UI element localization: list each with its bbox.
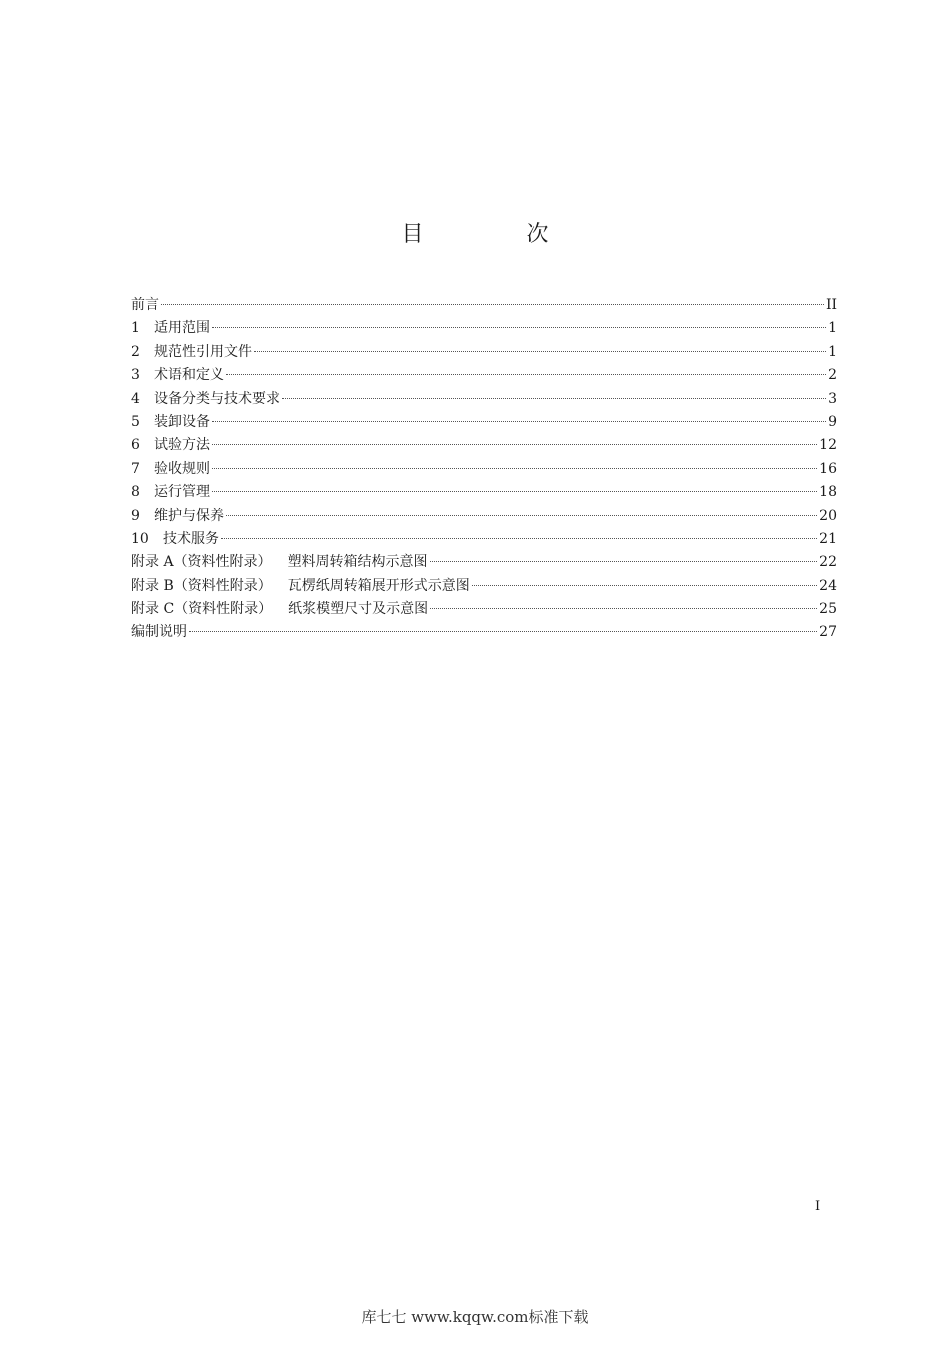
toc-entry-title — [131, 551, 428, 574]
toc-entry-number: 1 — [131, 320, 140, 337]
toc-entry-number: 2 — [131, 343, 140, 360]
toc-entry-page: 18 — [819, 484, 837, 501]
toc-entry-page: II — [825, 297, 837, 313]
toc-entry-6[interactable] — [131, 434, 837, 457]
toc-entry-number: 6 — [131, 437, 140, 454]
toc-entry-9[interactable] — [131, 505, 837, 528]
toc-entry-number: 4 — [131, 390, 140, 407]
toc-entry-number: 7 — [131, 460, 140, 477]
toc-entry-3[interactable] — [131, 364, 837, 387]
toc-entry-5[interactable] — [131, 411, 837, 434]
toc-leader-dots — [226, 515, 817, 516]
toc-leader-dots — [212, 327, 826, 328]
toc-entry-page: 3 — [828, 390, 837, 407]
toc-leader-dots — [189, 631, 817, 632]
toc-entry-number: 9 — [131, 507, 140, 524]
table-of-contents — [131, 294, 837, 645]
toc-entry-title: 维护与保养 — [154, 507, 224, 524]
toc-entry-appendix-b[interactable] — [131, 575, 837, 598]
toc-entry-page: 22 — [819, 554, 837, 571]
toc-entry-explanation[interactable] — [131, 621, 837, 644]
toc-appendix-label: 附录 C（资料性附录） — [131, 601, 273, 618]
toc-leader-dots — [161, 304, 824, 305]
toc-entry-title — [131, 575, 470, 598]
toc-entry-4[interactable] — [131, 388, 837, 411]
toc-entry-page: 9 — [828, 413, 837, 430]
toc-leader-dots — [212, 421, 826, 422]
toc-leader-dots — [212, 468, 817, 469]
toc-appendix-subtitle: 塑料周转箱结构示意图 — [287, 554, 428, 571]
toc-leader-dots — [212, 491, 817, 492]
page-title: 目 次 — [401, 222, 597, 247]
toc-appendix-label: 附录 A（资料性附录） — [131, 554, 272, 571]
toc-entry-10[interactable] — [131, 528, 837, 551]
toc-entry-2[interactable] — [131, 341, 837, 364]
toc-entry-title: 验收规则 — [154, 460, 210, 477]
toc-entry-page: 2 — [828, 367, 837, 384]
toc-leader-dots — [221, 538, 817, 539]
toc-entry-page: 25 — [819, 601, 837, 618]
toc-entry-title: 装卸设备 — [154, 413, 210, 430]
toc-entry-page: 21 — [819, 530, 837, 547]
toc-entry-number: 3 — [131, 367, 140, 384]
toc-entry-title: 适用范围 — [154, 320, 210, 337]
toc-leader-dots — [430, 608, 817, 609]
toc-entry-title: 术语和定义 — [154, 367, 224, 384]
toc-entry-1[interactable] — [131, 317, 837, 340]
toc-entry-preface[interactable] — [131, 294, 837, 317]
toc-entry-7[interactable] — [131, 458, 837, 481]
toc-leader-dots — [430, 561, 818, 562]
toc-entry-title: 运行管理 — [154, 484, 210, 501]
toc-entry-title: 前言 — [131, 297, 159, 313]
toc-entry-title — [131, 598, 428, 621]
toc-entry-8[interactable] — [131, 481, 837, 504]
toc-entry-appendix-c[interactable] — [131, 598, 837, 621]
toc-entry-number: 5 — [131, 413, 140, 430]
toc-entry-appendix-a[interactable] — [131, 551, 837, 574]
toc-entry-page: 12 — [819, 437, 837, 454]
toc-leader-dots — [472, 585, 817, 586]
toc-entry-page: 1 — [828, 320, 837, 337]
toc-leader-dots — [212, 444, 817, 445]
toc-leader-dots — [254, 351, 826, 352]
toc-entry-title: 编制说明 — [131, 624, 187, 641]
toc-entry-number: 10 — [131, 530, 149, 547]
page-number: I — [815, 1199, 821, 1214]
toc-entry-title: 规范性引用文件 — [154, 343, 252, 360]
toc-entry-page: 24 — [819, 577, 837, 594]
toc-entry-title: 试验方法 — [154, 437, 210, 454]
footer-watermark: 库七七 www.kqqw.com标准下载 — [361, 1308, 589, 1326]
toc-entry-page: 16 — [819, 460, 837, 477]
toc-entry-title: 技术服务 — [163, 530, 219, 547]
toc-entry-number: 8 — [131, 484, 140, 501]
toc-appendix-label: 附录 B（资料性附录） — [131, 577, 272, 594]
toc-appendix-subtitle: 纸浆模塑尺寸及示意图 — [288, 601, 429, 618]
toc-entry-page: 1 — [828, 343, 837, 360]
toc-appendix-subtitle: 瓦楞纸周转箱展开形式示意图 — [287, 577, 470, 594]
toc-entry-title: 设备分类与技术要求 — [154, 390, 280, 407]
toc-leader-dots — [282, 398, 826, 399]
toc-entry-page: 27 — [819, 624, 837, 641]
toc-leader-dots — [226, 374, 826, 375]
toc-entry-page: 20 — [819, 507, 837, 524]
